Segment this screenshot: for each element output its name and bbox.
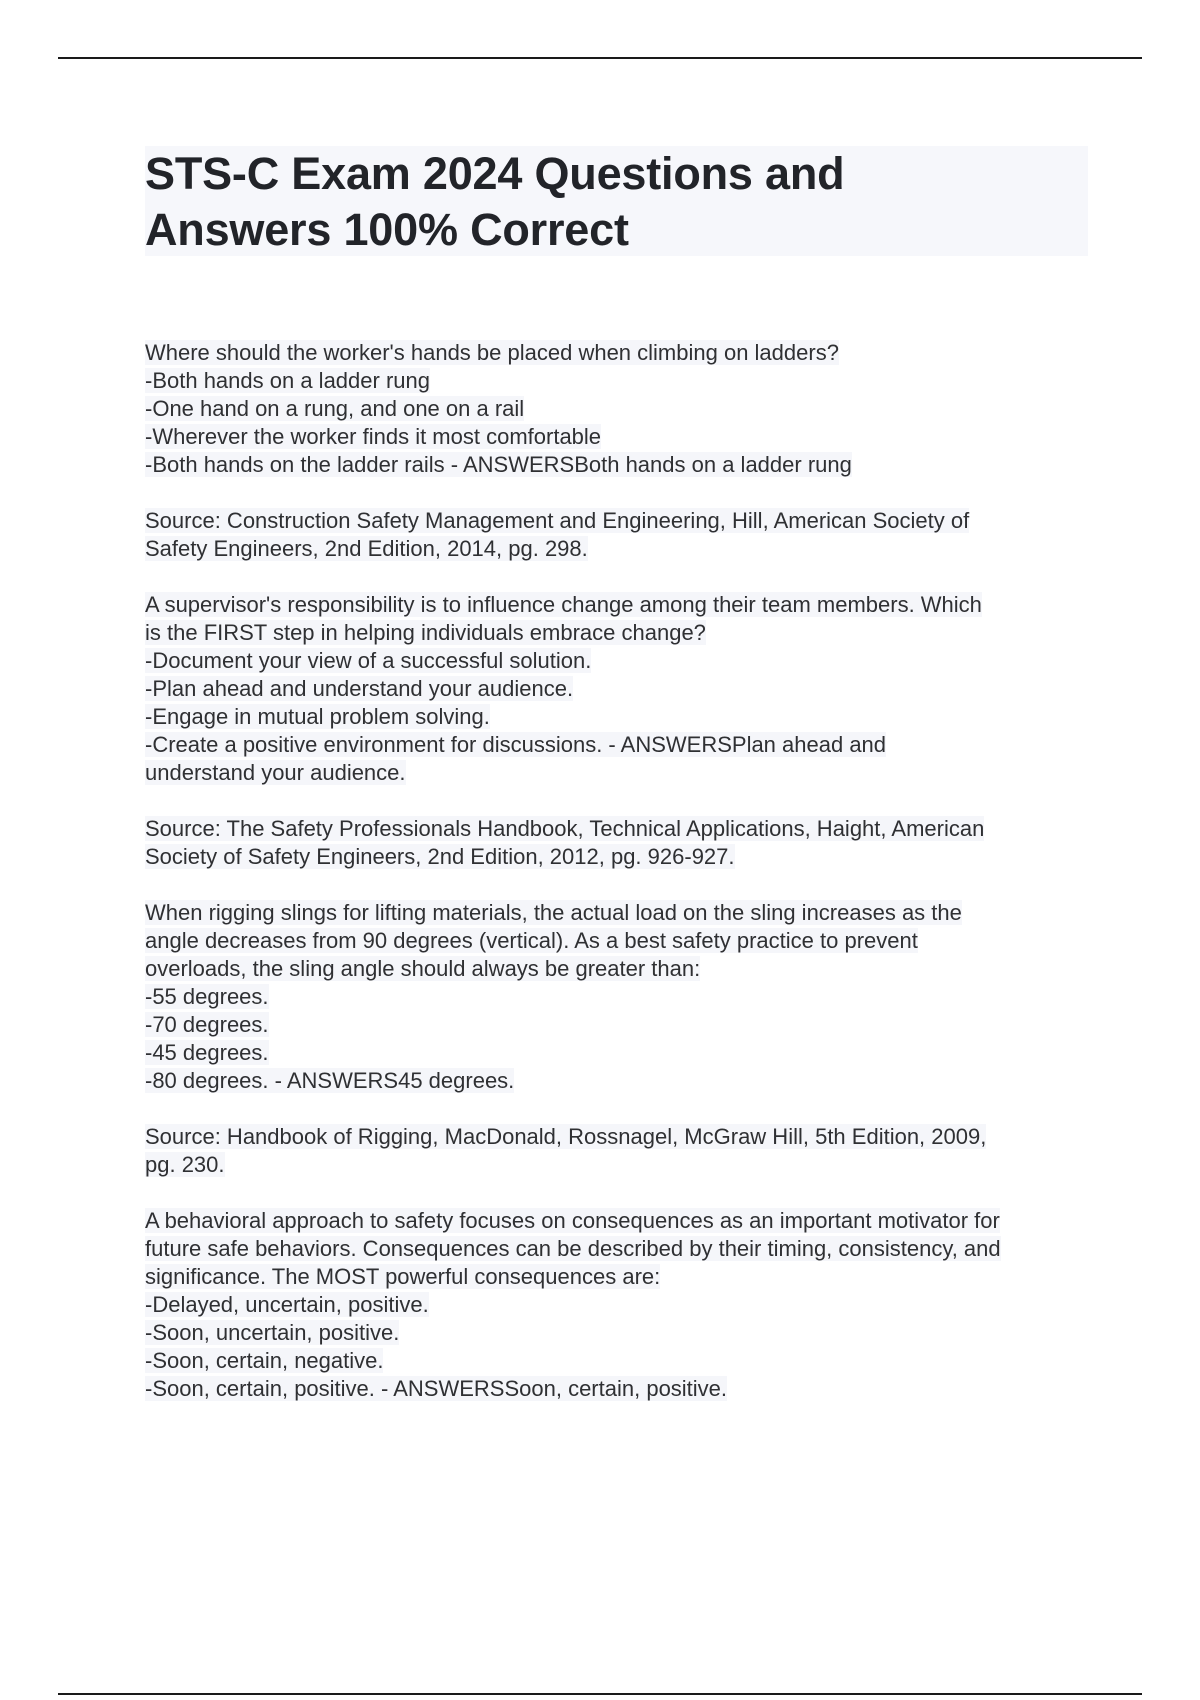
line-text: -Document your view of a successful solution. — [145, 648, 592, 673]
text-line — [145, 1319, 1105, 1347]
line-text: -Soon, uncertain, positive. — [145, 1320, 400, 1345]
text-line — [145, 1151, 1105, 1179]
line-text: -Wherever the worker finds it most comfortable — [145, 424, 602, 449]
text-line — [145, 1291, 1105, 1319]
line-text: -Both hands on a ladder rung — [145, 368, 430, 393]
line-text: pg. 230. — [145, 1152, 225, 1177]
line-text: A supervisor's responsibility is to influence change among their team members. Which — [145, 592, 982, 617]
text-line — [145, 731, 1105, 759]
text-line — [145, 1347, 1105, 1375]
line-text: -Delayed, uncertain, positive. — [145, 1292, 429, 1317]
title-banner — [145, 146, 1088, 256]
bottom-divider — [58, 1693, 1142, 1695]
text-line — [145, 703, 1105, 731]
text-line — [145, 1263, 1105, 1291]
line-text: -Soon, certain, positive. - ANSWERSSoon, certain, positive. — [145, 1376, 728, 1401]
source-citation — [145, 815, 1105, 871]
line-text: -55 degrees. — [145, 984, 269, 1009]
line-text: A behavioral approach to safety focuses on consequences as an important motivator for — [145, 1208, 1000, 1233]
text-line — [145, 591, 1105, 619]
text-line — [145, 647, 1105, 675]
line-text: angle decreases from 90 degrees (vertical). As a best safety practice to prevent — [145, 928, 918, 953]
line-text: -70 degrees. — [145, 1012, 269, 1037]
question-block — [145, 899, 1105, 1095]
line-text: -Soon, certain, negative. — [145, 1348, 384, 1373]
line-text: is the FIRST step in helping individuals embrace change? — [145, 620, 706, 645]
text-line — [145, 1039, 1105, 1067]
text-line — [145, 843, 1105, 871]
question-block — [145, 339, 1105, 479]
text-line — [145, 955, 1105, 983]
top-divider — [58, 57, 1142, 59]
line-text: Society of Safety Engineers, 2nd Edition, 2012, pg. 926-927. — [145, 844, 735, 869]
title-line: Answers 100% Correct — [145, 204, 629, 255]
text-line — [145, 815, 1105, 843]
text-line — [145, 507, 1105, 535]
text-line — [145, 675, 1105, 703]
line-text: Source: Construction Safety Management and Engineering, Hill, American Society of — [145, 508, 970, 533]
line-text: Where should the worker's hands be placed when climbing on ladders? — [145, 340, 839, 365]
text-line — [145, 983, 1105, 1011]
line-text: -Create a positive environment for discussions. - ANSWERSPlan ahead and — [145, 732, 887, 757]
text-line — [145, 759, 1105, 787]
title-line: STS-C Exam 2024 Questions and — [145, 148, 845, 199]
line-text: -One hand on a rung, and one on a rail — [145, 396, 525, 421]
text-line — [145, 423, 1105, 451]
text-line — [145, 367, 1105, 395]
text-line — [145, 1235, 1105, 1263]
line-text: Source: The Safety Professionals Handbook, Technical Applications, Haight, American — [145, 816, 985, 841]
line-text: future safe behaviors. Consequences can be described by their timing, consistency, and — [145, 1236, 1001, 1261]
document-title — [145, 146, 1088, 258]
text-line — [145, 1067, 1105, 1095]
document-body — [145, 339, 1105, 1431]
line-text: -80 degrees. - ANSWERS45 degrees. — [145, 1068, 515, 1093]
line-text: Safety Engineers, 2nd Edition, 2014, pg. 298. — [145, 536, 588, 561]
text-line — [145, 339, 1105, 367]
line-text: -Engage in mutual problem solving. — [145, 704, 490, 729]
text-line — [145, 619, 1105, 647]
line-text: Source: Handbook of Rigging, MacDonald, Rossnagel, McGraw Hill, 5th Edition, 2009, — [145, 1124, 987, 1149]
text-line — [145, 1011, 1105, 1039]
text-line — [145, 1207, 1105, 1235]
text-line — [145, 1375, 1105, 1403]
line-text: -45 degrees. — [145, 1040, 269, 1065]
text-line — [145, 1123, 1105, 1151]
line-text: -Both hands on the ladder rails - ANSWERSBoth hands on a ladder rung — [145, 452, 852, 477]
line-text: When rigging slings for lifting materials, the actual load on the sling increases as the — [145, 900, 962, 925]
line-text: overloads, the sling angle should always be greater than: — [145, 956, 701, 981]
question-block — [145, 1207, 1105, 1403]
line-text: understand your audience. — [145, 760, 406, 785]
text-line — [145, 535, 1105, 563]
source-citation — [145, 1123, 1105, 1179]
source-citation — [145, 507, 1105, 563]
text-line — [145, 451, 1105, 479]
line-text: -Plan ahead and understand your audience. — [145, 676, 574, 701]
line-text: significance. The MOST powerful consequences are: — [145, 1264, 661, 1289]
question-block — [145, 591, 1105, 787]
text-line — [145, 927, 1105, 955]
text-line — [145, 395, 1105, 423]
text-line — [145, 899, 1105, 927]
